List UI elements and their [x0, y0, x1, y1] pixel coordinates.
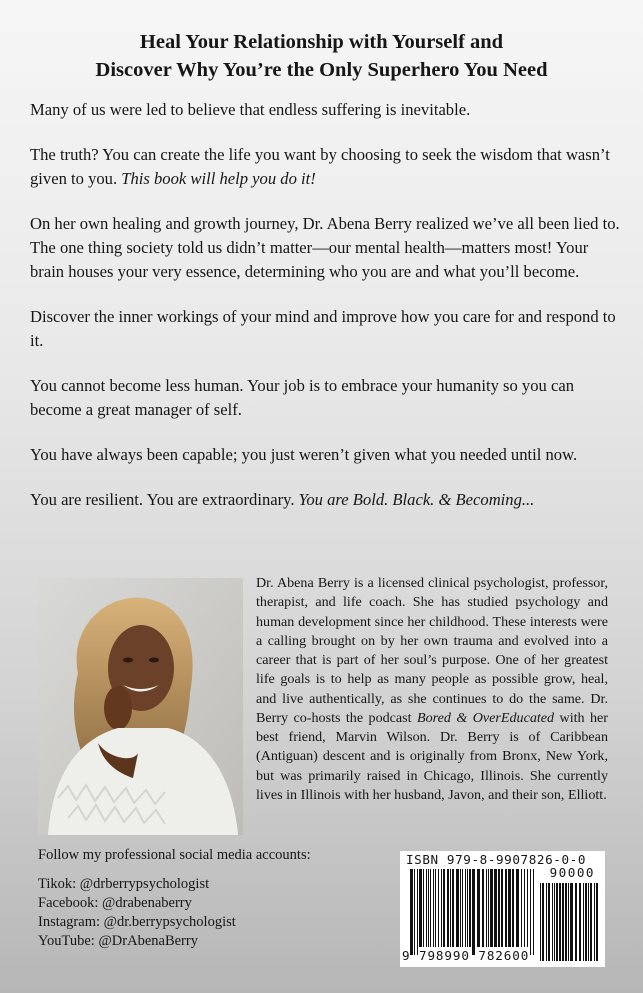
barcode-bar	[568, 883, 569, 961]
barcode-bar	[527, 869, 528, 947]
barcode-bar	[456, 869, 459, 947]
podcast-title: Bored & OverEducated	[417, 709, 555, 726]
barcode-bar	[450, 869, 451, 947]
barcode-bar	[477, 869, 480, 947]
blurb-paragraph-3: On her own healing and growth journey, Dr. Abena Berry realized we’ve all been lied to. The one thing society told us didn’t matter—our mental health—matters most! Your brain houses your very essence, determining who you are and what you’ll become.	[30, 214, 620, 281]
barcode-bar	[435, 869, 436, 947]
social-media-section	[38, 846, 378, 951]
headline-line-1: Heal Your Relationship with Yourself and	[139, 31, 504, 53]
blurb	[30, 98, 622, 533]
barcode-bar	[585, 883, 587, 961]
blurb-paragraph-2	[30, 143, 622, 191]
barcode-bar	[556, 883, 558, 961]
barcode-bar	[482, 869, 484, 947]
barcode-bar	[465, 869, 466, 947]
barcode-bar	[410, 869, 413, 955]
barcode-bar	[579, 883, 581, 961]
isbn-barcode	[400, 851, 605, 967]
barcode-bar	[530, 869, 531, 955]
blurb-paragraph-7-emphasis: You are Bold. Black. & Becoming...	[298, 490, 535, 509]
blurb-paragraph-4: Discover the inner workings of your mind and improve how you care for and respond to it.	[30, 307, 616, 350]
headline-line-2: Discover Why You’re the Only Superhero You Need	[95, 59, 548, 81]
barcode-bar	[594, 883, 595, 961]
price-code: 90000	[549, 865, 595, 880]
author-bio-text-1: Dr. Abena Berry is a licensed clinical psychologist, professor, therapist, and life coach. She has studied psychology and human development since her childhood. These interests were a calling brought on by her own trauma and evolved into a career that is part of her soul’s purpose. One of her greatest life goals is to help as many people as possible grow, heal, and live authentically, as she continues to do the same. Dr. Berry co-hosts the podcast	[256, 575, 608, 726]
barcode-bar	[552, 883, 553, 961]
social-tiktok: Tikok: @drberrypsychologist	[38, 876, 210, 892]
barcode-bar	[488, 869, 489, 947]
barcode-bar	[438, 869, 439, 947]
barcode-bar	[490, 869, 493, 947]
barcode-bar	[452, 869, 454, 947]
barcode-bar	[559, 883, 561, 961]
social-youtube: YouTube: @DrAbenaBerry	[38, 933, 198, 949]
social-heading: Follow my professional social media accounts:	[38, 847, 311, 863]
barcode-bar	[426, 869, 427, 947]
barcode-bar	[423, 869, 424, 947]
barcode-bar	[554, 883, 555, 961]
barcode-bar	[562, 883, 564, 961]
barcode-bar	[469, 869, 471, 947]
barcode-bar	[447, 869, 449, 947]
barcode-bar	[570, 883, 573, 961]
barcode-bar	[575, 883, 577, 961]
barcode-bar	[417, 869, 418, 955]
social-facebook: Facebook: @drabenaberry	[38, 895, 192, 911]
blurb-paragraph-1: Many of us were led to believe that endless suffering is inevitable.	[30, 100, 471, 119]
blurb-paragraph-2-text: The truth? You can create the life you want by choosing to seek the wisdom that wasn’t given to you.	[30, 145, 610, 188]
barcode-bar	[588, 883, 589, 961]
barcode-bar	[521, 869, 522, 947]
barcode-bar	[583, 883, 584, 961]
blurb-paragraph-7-text: You are resilient. You are extraordinary.	[30, 490, 299, 509]
barcode-bar	[512, 869, 514, 947]
barcode-digits: 9 798990 782600	[402, 948, 530, 963]
barcode-bar	[508, 869, 511, 947]
barcode-bar	[505, 869, 507, 947]
barcode-bar	[462, 869, 463, 947]
barcode-bar	[590, 883, 592, 961]
barcode-bar	[533, 869, 534, 955]
barcode-bar	[542, 883, 544, 961]
barcode-bar	[548, 883, 550, 961]
back-cover-headline	[0, 28, 643, 84]
ean-bars	[410, 869, 534, 955]
blurb-paragraph-6: You have always been capable; you just weren’t given what you needed until now.	[30, 445, 578, 464]
isbn-label: ISBN 979-8-9907826-0-0	[406, 852, 587, 867]
barcode-bar	[433, 869, 434, 947]
barcode-bar	[443, 869, 445, 947]
barcode-bar	[486, 869, 487, 947]
barcode-bar	[546, 883, 547, 961]
barcode-bar	[441, 869, 442, 947]
barcode-bar	[460, 869, 461, 947]
barcode-bar	[414, 869, 415, 955]
barcode-bar	[494, 869, 497, 947]
barcode-bar	[472, 869, 475, 955]
blurb-paragraph-7	[30, 488, 622, 512]
author-photo	[38, 578, 243, 835]
social-instagram: Instagram: @dr.berrypsychologist	[38, 914, 236, 930]
barcode-bar	[501, 869, 503, 947]
barcode-bar	[596, 883, 598, 961]
addon-bars	[540, 883, 598, 961]
blurb-paragraph-5: You cannot become less human. Your job is to embrace your humanity so you can become a great manager of self.	[30, 376, 574, 419]
barcode-bar	[540, 883, 541, 961]
author-bio	[256, 574, 608, 805]
barcode-bar	[516, 869, 519, 947]
blurb-paragraph-2-emphasis: This book will help you do it!	[121, 169, 316, 188]
barcode-bar	[467, 869, 468, 947]
barcode-bar	[524, 869, 525, 947]
barcode-bar	[419, 869, 422, 947]
barcode-bar	[428, 869, 429, 947]
barcode-bar	[498, 869, 500, 947]
author-bio-text-2: with her best friend, Marvin Wilson. Dr. Berry is of Caribbean (Antiguan) descent and is originally from Bronx, New York, but was primarily raised in Chicago, Illinois. She currently lives in Illinois with her husband, Javon, and their son, Elliott.	[256, 709, 608, 803]
barcode-bar	[565, 883, 567, 961]
barcode-bar	[430, 869, 431, 947]
author-portrait-illustration	[38, 578, 243, 835]
